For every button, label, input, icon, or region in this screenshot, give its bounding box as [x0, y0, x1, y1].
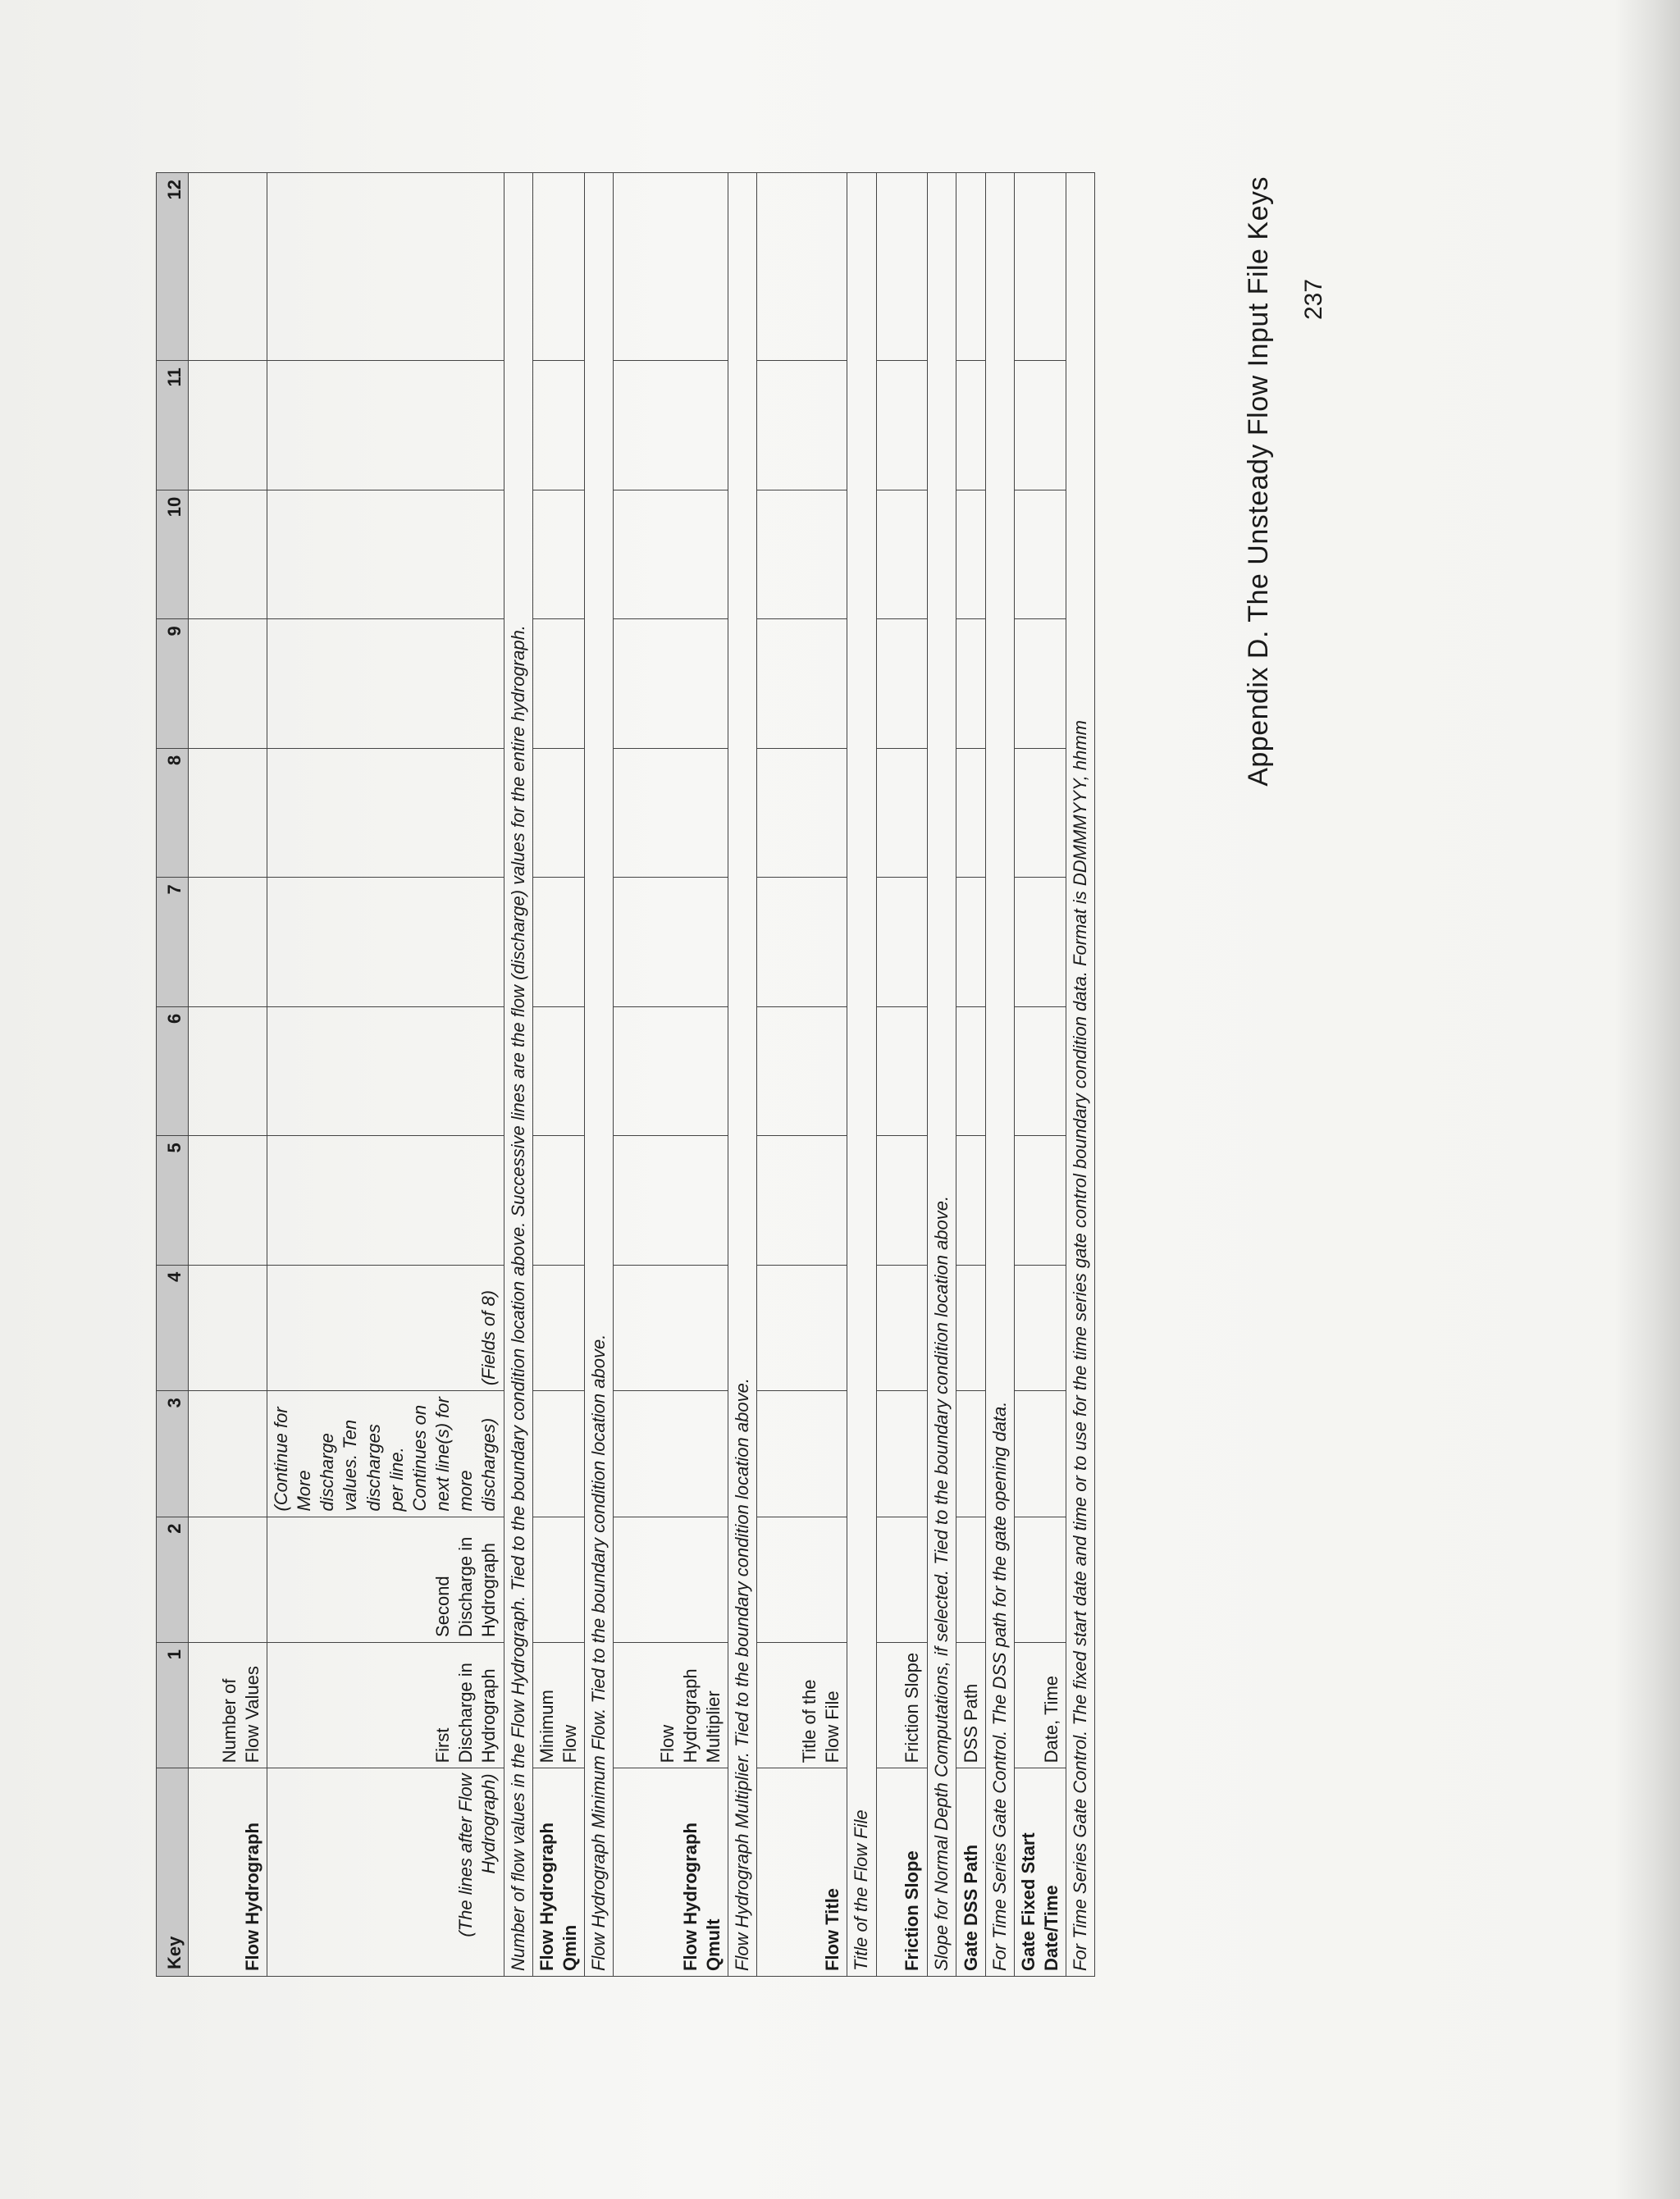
cell-continue-discharges: (Continue for More discharge values. Ten discharges per line. Continues on next line(s) for more discharges): [267, 1391, 504, 1517]
empty-cell: [267, 748, 504, 878]
empty-cell: [956, 1006, 985, 1136]
empty-cell: [614, 490, 728, 619]
empty-cell: [757, 1391, 847, 1517]
row-desc-qmin: [585, 173, 614, 1977]
empty-cell: [1014, 619, 1066, 749]
empty-cell: [614, 748, 728, 878]
empty-cell: [532, 173, 584, 361]
empty-cell: [267, 173, 504, 361]
empty-cell: [614, 1006, 728, 1136]
key-qmin: Flow Hydrograph Qmin: [532, 1768, 584, 1977]
empty-cell: [876, 1265, 927, 1390]
empty-cell: [956, 878, 985, 1007]
empty-cell: [876, 1517, 927, 1642]
row-lines-after: [267, 173, 504, 1977]
key-flow-title: Flow Title: [757, 1768, 847, 1977]
empty-cell: [876, 1391, 927, 1517]
empty-cell: [532, 1265, 584, 1390]
desc-qmin: Flow Hydrograph Minimum Flow. Tied to the boundary condition location above.: [585, 173, 614, 1977]
key-friction-slope: Friction Slope: [876, 1768, 927, 1977]
column-header-7: 7: [157, 878, 189, 1007]
empty-cell: [189, 490, 267, 619]
row-desc-flow-hydrograph: [504, 173, 532, 1977]
cell-multiplier: Flow Hydrograph Multiplier: [614, 1642, 728, 1768]
cell-dss-path: DSS Path: [956, 1642, 985, 1768]
empty-cell: [876, 748, 927, 878]
column-header-11: 11: [157, 361, 189, 490]
empty-cell: [876, 1136, 927, 1266]
empty-cell: [189, 1391, 267, 1517]
empty-cell: [532, 619, 584, 749]
empty-cell: [956, 490, 985, 619]
key-gate-fixed-start: Gate Fixed Start Date/Time: [1014, 1768, 1066, 1977]
row-gate-fixed-start: [1014, 173, 1066, 1977]
empty-cell: [1014, 490, 1066, 619]
empty-cell: [1014, 173, 1066, 361]
page-header: Appendix D. The Unsteady Flow Input File Keys: [1243, 176, 1274, 787]
empty-cell: [757, 619, 847, 749]
rotated-content: [156, 172, 1403, 1977]
desc-flow-hydrograph: Number of flow values in the Flow Hydrograph. Tied to the boundary condition location above. Successive lines are the flow (discharge) values for the entire hydrograph.: [504, 173, 532, 1977]
empty-cell: [956, 1391, 985, 1517]
cell-first-discharge: First Discharge in Hydrograph: [267, 1642, 504, 1768]
empty-cell: [614, 1265, 728, 1390]
empty-cell: [189, 1006, 267, 1136]
empty-cell: [876, 173, 927, 361]
flow-keys-table: [156, 172, 1095, 1977]
binding-shadow: [1614, 0, 1680, 2199]
column-header-9: 9: [157, 619, 189, 749]
empty-cell: [1014, 1391, 1066, 1517]
empty-cell: [189, 173, 267, 361]
desc-gate-fixed-start: For Time Series Gate Control. The fixed start date and time or to use for the time series gate control boundary condition data. Format is DDMMMYYY, hhmm: [1066, 173, 1095, 1977]
cell-date-time: Date, Time: [1014, 1642, 1066, 1768]
empty-cell: [614, 1136, 728, 1266]
empty-cell: [757, 1265, 847, 1390]
empty-cell: [876, 490, 927, 619]
empty-cell: [189, 748, 267, 878]
column-header-12: 12: [157, 173, 189, 361]
cell-minimum-flow: Minimum Flow: [532, 1642, 584, 1768]
empty-cell: [267, 878, 504, 1007]
empty-cell: [876, 878, 927, 1007]
row-friction-slope: [876, 173, 927, 1977]
column-header-8: 8: [157, 748, 189, 878]
empty-cell: [614, 619, 728, 749]
empty-cell: [614, 1517, 728, 1642]
empty-cell: [757, 173, 847, 361]
key-lines-after: (The lines after Flow Hydrograph): [267, 1768, 504, 1977]
empty-cell: [757, 490, 847, 619]
empty-cell: [189, 1517, 267, 1642]
desc-gate-dss-path: For Time Series Gate Control. The DSS path for the gate opening data.: [985, 173, 1014, 1977]
empty-cell: [876, 619, 927, 749]
empty-cell: [757, 878, 847, 1007]
desc-qmult: Flow Hydrograph Multiplier. Tied to the boundary condition location above.: [728, 173, 757, 1977]
column-header-10: 10: [157, 490, 189, 619]
empty-cell: [532, 361, 584, 490]
empty-cell: [956, 1517, 985, 1642]
empty-cell: [956, 173, 985, 361]
empty-cell: [1014, 1006, 1066, 1136]
cell-title-of-flow-file: Title of the Flow File: [757, 1642, 847, 1768]
row-desc-gate-fixed-start: [1066, 173, 1095, 1977]
key-gate-dss-path: Gate DSS Path: [956, 1768, 985, 1977]
empty-cell: [614, 173, 728, 361]
empty-cell: [956, 361, 985, 490]
empty-cell: [189, 878, 267, 1007]
row-flow-hydrograph: [189, 173, 267, 1977]
empty-cell: [532, 490, 584, 619]
empty-cell: [532, 748, 584, 878]
empty-cell: [267, 1006, 504, 1136]
empty-cell: [757, 748, 847, 878]
page-number: 237: [1300, 278, 1327, 320]
empty-cell: [876, 361, 927, 490]
row-desc-flow-title: [847, 173, 876, 1977]
row-qmult: [614, 173, 728, 1977]
row-qmin: [532, 173, 584, 1977]
empty-cell: [532, 1136, 584, 1266]
column-header-5: 5: [157, 1136, 189, 1266]
cell-fields-of-8: (Fields of 8): [267, 1265, 504, 1390]
empty-cell: [876, 1006, 927, 1136]
empty-cell: [189, 1265, 267, 1390]
empty-cell: [267, 619, 504, 749]
key-qmult: Flow Hydrograph Qmult: [614, 1768, 728, 1977]
row-desc-qmult: [728, 173, 757, 1977]
empty-cell: [1014, 878, 1066, 1007]
empty-cell: [956, 1136, 985, 1266]
column-header-1: 1: [157, 1642, 189, 1768]
empty-cell: [757, 1136, 847, 1266]
key-flow-hydrograph: Flow Hydrograph: [189, 1768, 267, 1977]
empty-cell: [532, 1391, 584, 1517]
column-header-key: Key: [157, 1768, 189, 1977]
empty-cell: [1014, 1265, 1066, 1390]
cell-number-of-flow-values: Number of Flow Values: [189, 1642, 267, 1768]
row-gate-dss-path: [956, 173, 985, 1977]
empty-cell: [532, 1517, 584, 1642]
cell-friction-slope: Friction Slope: [876, 1642, 927, 1768]
empty-cell: [189, 619, 267, 749]
empty-cell: [956, 748, 985, 878]
row-desc-friction-slope: [927, 173, 956, 1977]
empty-cell: [614, 1391, 728, 1517]
column-header-3: 3: [157, 1391, 189, 1517]
empty-cell: [757, 1517, 847, 1642]
empty-cell: [1014, 1517, 1066, 1642]
row-desc-gate-dss-path: [985, 173, 1014, 1977]
empty-cell: [267, 490, 504, 619]
empty-cell: [532, 1006, 584, 1136]
empty-cell: [267, 361, 504, 490]
empty-cell: [189, 1136, 267, 1266]
empty-cell: [614, 361, 728, 490]
empty-cell: [956, 619, 985, 749]
column-header-2: 2: [157, 1517, 189, 1642]
empty-cell: [1014, 748, 1066, 878]
empty-cell: [956, 1265, 985, 1390]
cell-second-discharge: Second Discharge in Hydrograph: [267, 1517, 504, 1642]
empty-cell: [757, 361, 847, 490]
empty-cell: [532, 878, 584, 1007]
column-header-6: 6: [157, 1006, 189, 1136]
row-flow-title: [757, 173, 847, 1977]
empty-cell: [757, 1006, 847, 1136]
desc-flow-title: Title of the Flow File: [847, 173, 876, 1977]
empty-cell: [614, 878, 728, 1007]
column-header-4: 4: [157, 1265, 189, 1390]
empty-cell: [267, 1136, 504, 1266]
desc-friction-slope: Slope for Normal Depth Computations, if selected. Tied to the boundary condition location above.: [927, 173, 956, 1977]
empty-cell: [189, 361, 267, 490]
empty-cell: [1014, 1136, 1066, 1266]
empty-cell: [1014, 361, 1066, 490]
column-header-row: [157, 173, 189, 1977]
